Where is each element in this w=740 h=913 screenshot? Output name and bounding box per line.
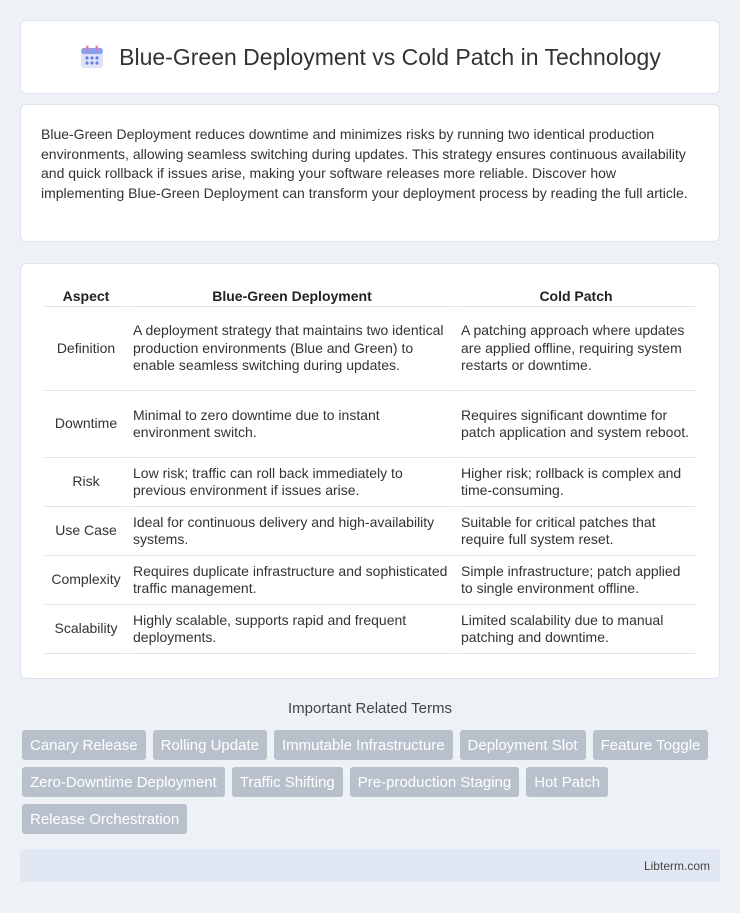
title-card [20, 20, 720, 94]
header-cold-patch: Cold Patch [457, 284, 695, 307]
row-cold-patch: Suitable for critical patches that require full system reset. [457, 507, 695, 556]
table-row [45, 391, 695, 458]
page-title: Blue-Green Deployment vs Cold Patch in Technology [119, 43, 661, 70]
row-blue-green: A deployment strategy that maintains two identical production environments (Blue and Green) to enable seamless switching during updates. [129, 307, 455, 391]
row-aspect: Downtime [45, 391, 127, 458]
related-terms-title: Important Related Terms [288, 700, 452, 717]
comparison-table-card [20, 263, 720, 679]
row-cold-patch: Higher risk; rollback is complex and time-consuming. [457, 458, 695, 507]
row-blue-green: Minimal to zero downtime due to instant environment switch. [129, 391, 455, 458]
related-term-tag[interactable]: Traffic Shifting [232, 767, 343, 797]
comparison-table [43, 284, 697, 654]
row-cold-patch: Limited scalability due to manual patching and downtime. [457, 605, 695, 654]
calendar-grid-icon [79, 44, 105, 70]
related-term-tag[interactable]: Immutable Infrastructure [274, 730, 453, 760]
row-aspect: Scalability [45, 605, 127, 654]
row-blue-green: Ideal for continuous delivery and high-availability systems. [129, 507, 455, 556]
row-aspect: Definition [45, 307, 127, 391]
related-term-tag[interactable]: Feature Toggle [593, 730, 709, 760]
footer [20, 849, 720, 882]
related-term-tag[interactable]: Zero-Downtime Deployment [22, 767, 225, 797]
footer-brand-link[interactable]: Libterm.com [643, 858, 710, 873]
related-term-tag[interactable]: Deployment Slot [460, 730, 586, 760]
row-aspect: Complexity [45, 556, 127, 605]
related-term-tag[interactable]: Hot Patch [526, 767, 608, 797]
row-cold-patch: A patching approach where updates are applied offline, requiring system restarts or downtime. [457, 307, 695, 391]
table-row [45, 458, 695, 507]
intro-card [20, 104, 720, 242]
table-header-row [45, 284, 695, 307]
row-cold-patch: Simple infrastructure; patch applied to single environment offline. [457, 556, 695, 605]
header-aspect: Aspect [45, 284, 127, 307]
related-term-tag[interactable]: Pre-production Staging [350, 767, 519, 797]
table-row [45, 507, 695, 556]
table-row [45, 556, 695, 605]
table-row [45, 307, 695, 391]
related-term-tag[interactable]: Rolling Update [153, 730, 267, 760]
row-blue-green: Requires duplicate infrastructure and sophisticated traffic management. [129, 556, 455, 605]
related-terms-list [22, 730, 722, 834]
header-blue-green: Blue-Green Deployment [129, 284, 455, 307]
row-aspect: Risk [45, 458, 127, 507]
related-term-tag[interactable]: Release Orchestration [22, 804, 187, 834]
row-cold-patch: Requires significant downtime for patch application and system reboot. [457, 391, 695, 458]
row-blue-green: Highly scalable, supports rapid and frequent deployments. [129, 605, 455, 654]
related-term-tag[interactable]: Canary Release [22, 730, 146, 760]
table-row [45, 605, 695, 654]
row-blue-green: Low risk; traffic can roll back immediately to previous environment if issues arise. [129, 458, 455, 507]
row-aspect: Use Case [45, 507, 127, 556]
intro-text: Blue-Green Deployment reduces downtime and minimizes risks by running two identical production environments, allowing seamless switching during updates. This strategy ensures continuous availability and quick rollback if issues arise, making your software releases more reliable. Discover how implementing Blue-Green Deployment can transform your deployment process by reading the full article. [41, 126, 688, 201]
